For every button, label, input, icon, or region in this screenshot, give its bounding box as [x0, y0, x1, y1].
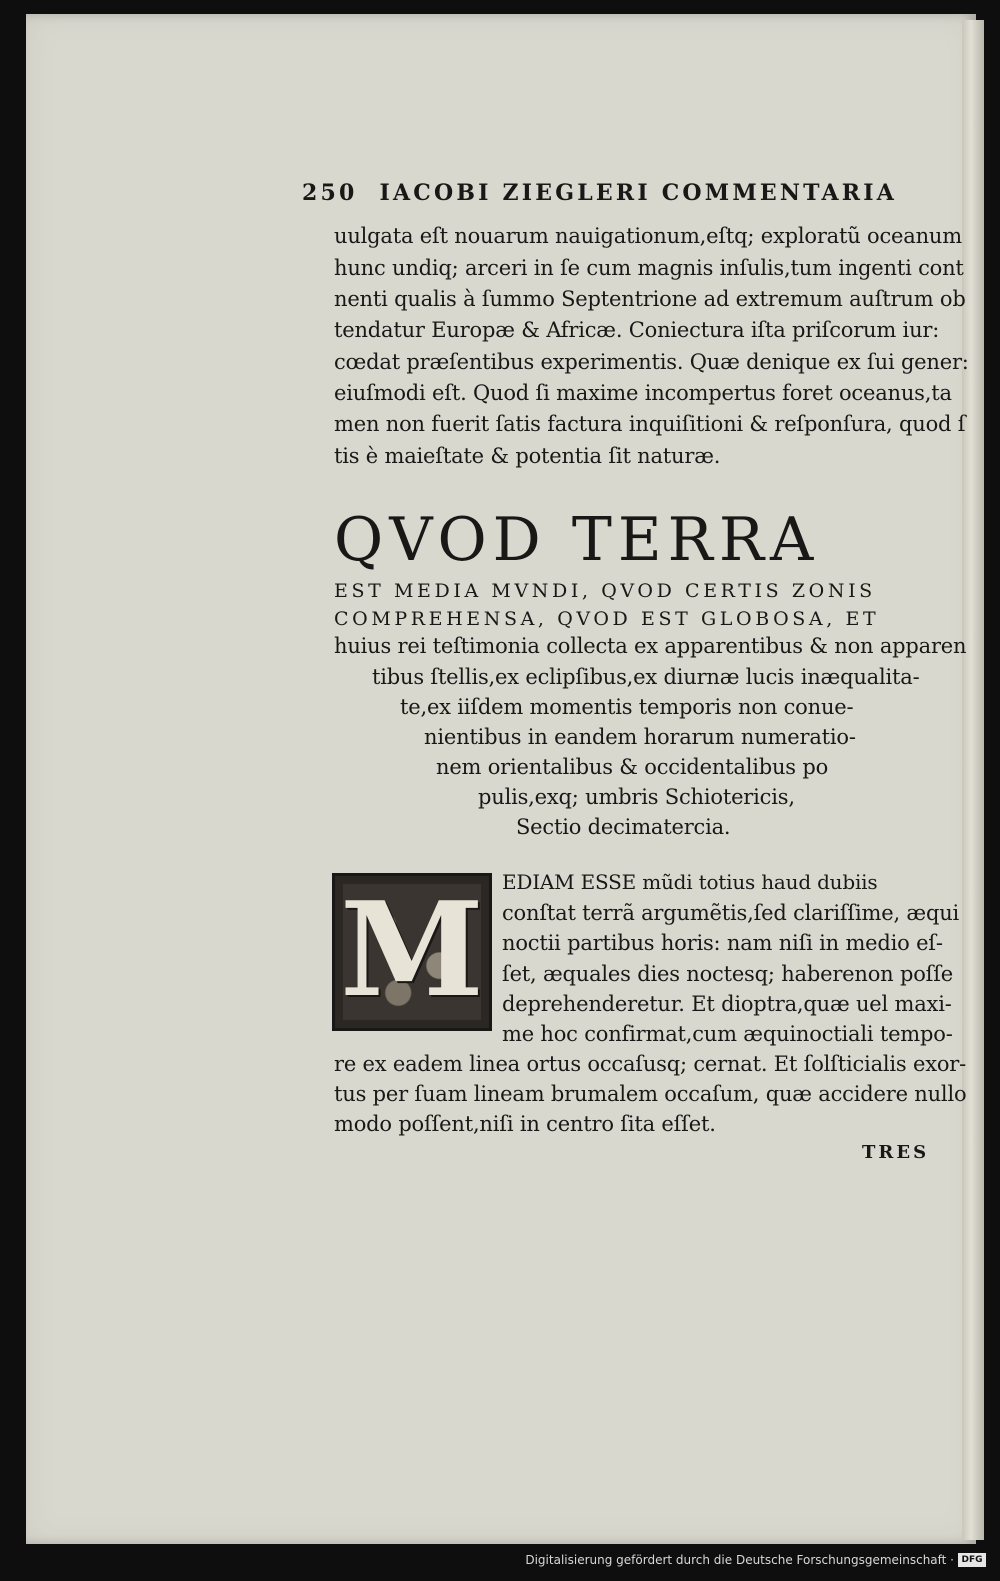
- section-title: QVOD TERRA: [334, 505, 820, 575]
- section-line: tibus ſtellis,ex eclipſibus,ex diurnæ lucis inæqualita-: [372, 665, 920, 689]
- intro-line: tis è maieſtate & potentia ſit naturæ.: [334, 444, 721, 468]
- section-line: pulis,exq; umbris Schiotericis,: [478, 785, 795, 809]
- page-number: 250: [302, 180, 358, 206]
- intro-line: men non fuerit ſatis factura inquiſitioni & reſponſura, quod ſ: [334, 412, 966, 436]
- footer-credit: Digitalisierung gefördert durch die Deutsche Forschungsgemeinschaft ·: [525, 1553, 954, 1567]
- section-line: huius rei teſtimonia collecta ex apparentibus & non apparen: [334, 634, 967, 658]
- running-title: IACOBI ZIEGLERI COMMENTARIA: [379, 180, 898, 206]
- body-line: deprehenderetur. Et dioptra,quæ uel maxi-: [502, 992, 952, 1016]
- intro-line: nenti qualis à ſummo Septentrione ad extremum auſtrum ob: [334, 287, 966, 311]
- section-caps-line: COMPREHENSA, QVOD EST GLOBOSA, ET: [334, 608, 880, 630]
- section-caps-line: EST MEDIA MVNDI, QVOD CERTIS ZONIS: [334, 580, 876, 602]
- body-line: noctii partibus horis: nam niſi in medio eſ-: [502, 931, 943, 955]
- section-number: Sectio decimatercia.: [516, 815, 731, 839]
- body-line: modo poſſent,niſi in centro ſita eſſet.: [334, 1112, 716, 1136]
- body-line: me hoc confirmat,cum æquinoctiali tempo-: [502, 1022, 953, 1046]
- intro-line: cœdat præſentibus experimentis. Quæ denique ex ſui gener:: [334, 350, 969, 374]
- section-line: te,ex iiſdem momentis temporis non conue-: [400, 695, 854, 719]
- intro-line: uulgata eſt nouarum nauigationum,eſtq; exploratũ oceanum: [334, 224, 962, 248]
- intro-line: eiuſmodi eſt. Quod ſi maxime incompertus foret oceanus,ta: [334, 381, 952, 405]
- body-line: EDIAM ESSE mũdi totius haud dubiis: [502, 870, 878, 894]
- page-edge: [962, 20, 984, 1540]
- section-line: nientibus in eandem horarum numeratio-: [424, 725, 856, 749]
- decorated-initial: [332, 873, 492, 1031]
- running-head: [302, 180, 897, 206]
- initial-letter: M: [340, 873, 484, 1026]
- body-line: ſet, æquales dies noctesq; haberenon poſſe: [502, 962, 954, 986]
- body-line: re ex eadem linea ortus occaſusq; cernat. Et ſolſticialis exor-: [334, 1052, 967, 1076]
- section-line: nem orientalibus & occidentalibus po: [436, 755, 829, 779]
- catchword: TRES: [862, 1142, 930, 1163]
- dfg-logo: DFG: [958, 1553, 986, 1567]
- body-line: conſtat terrã argumẽtis,ſed clariſſime, æqui: [502, 901, 960, 925]
- intro-line: tendatur Europæ & Africæ. Coniectura iſta priſcorum iur:: [334, 318, 940, 342]
- body-line: tus per ſuam lineam brumalem occaſum, quæ accidere nullo: [334, 1082, 967, 1106]
- intro-line: hunc undiq; arceri in ſe cum magnis inſulis,tum ingenti cont: [334, 256, 964, 280]
